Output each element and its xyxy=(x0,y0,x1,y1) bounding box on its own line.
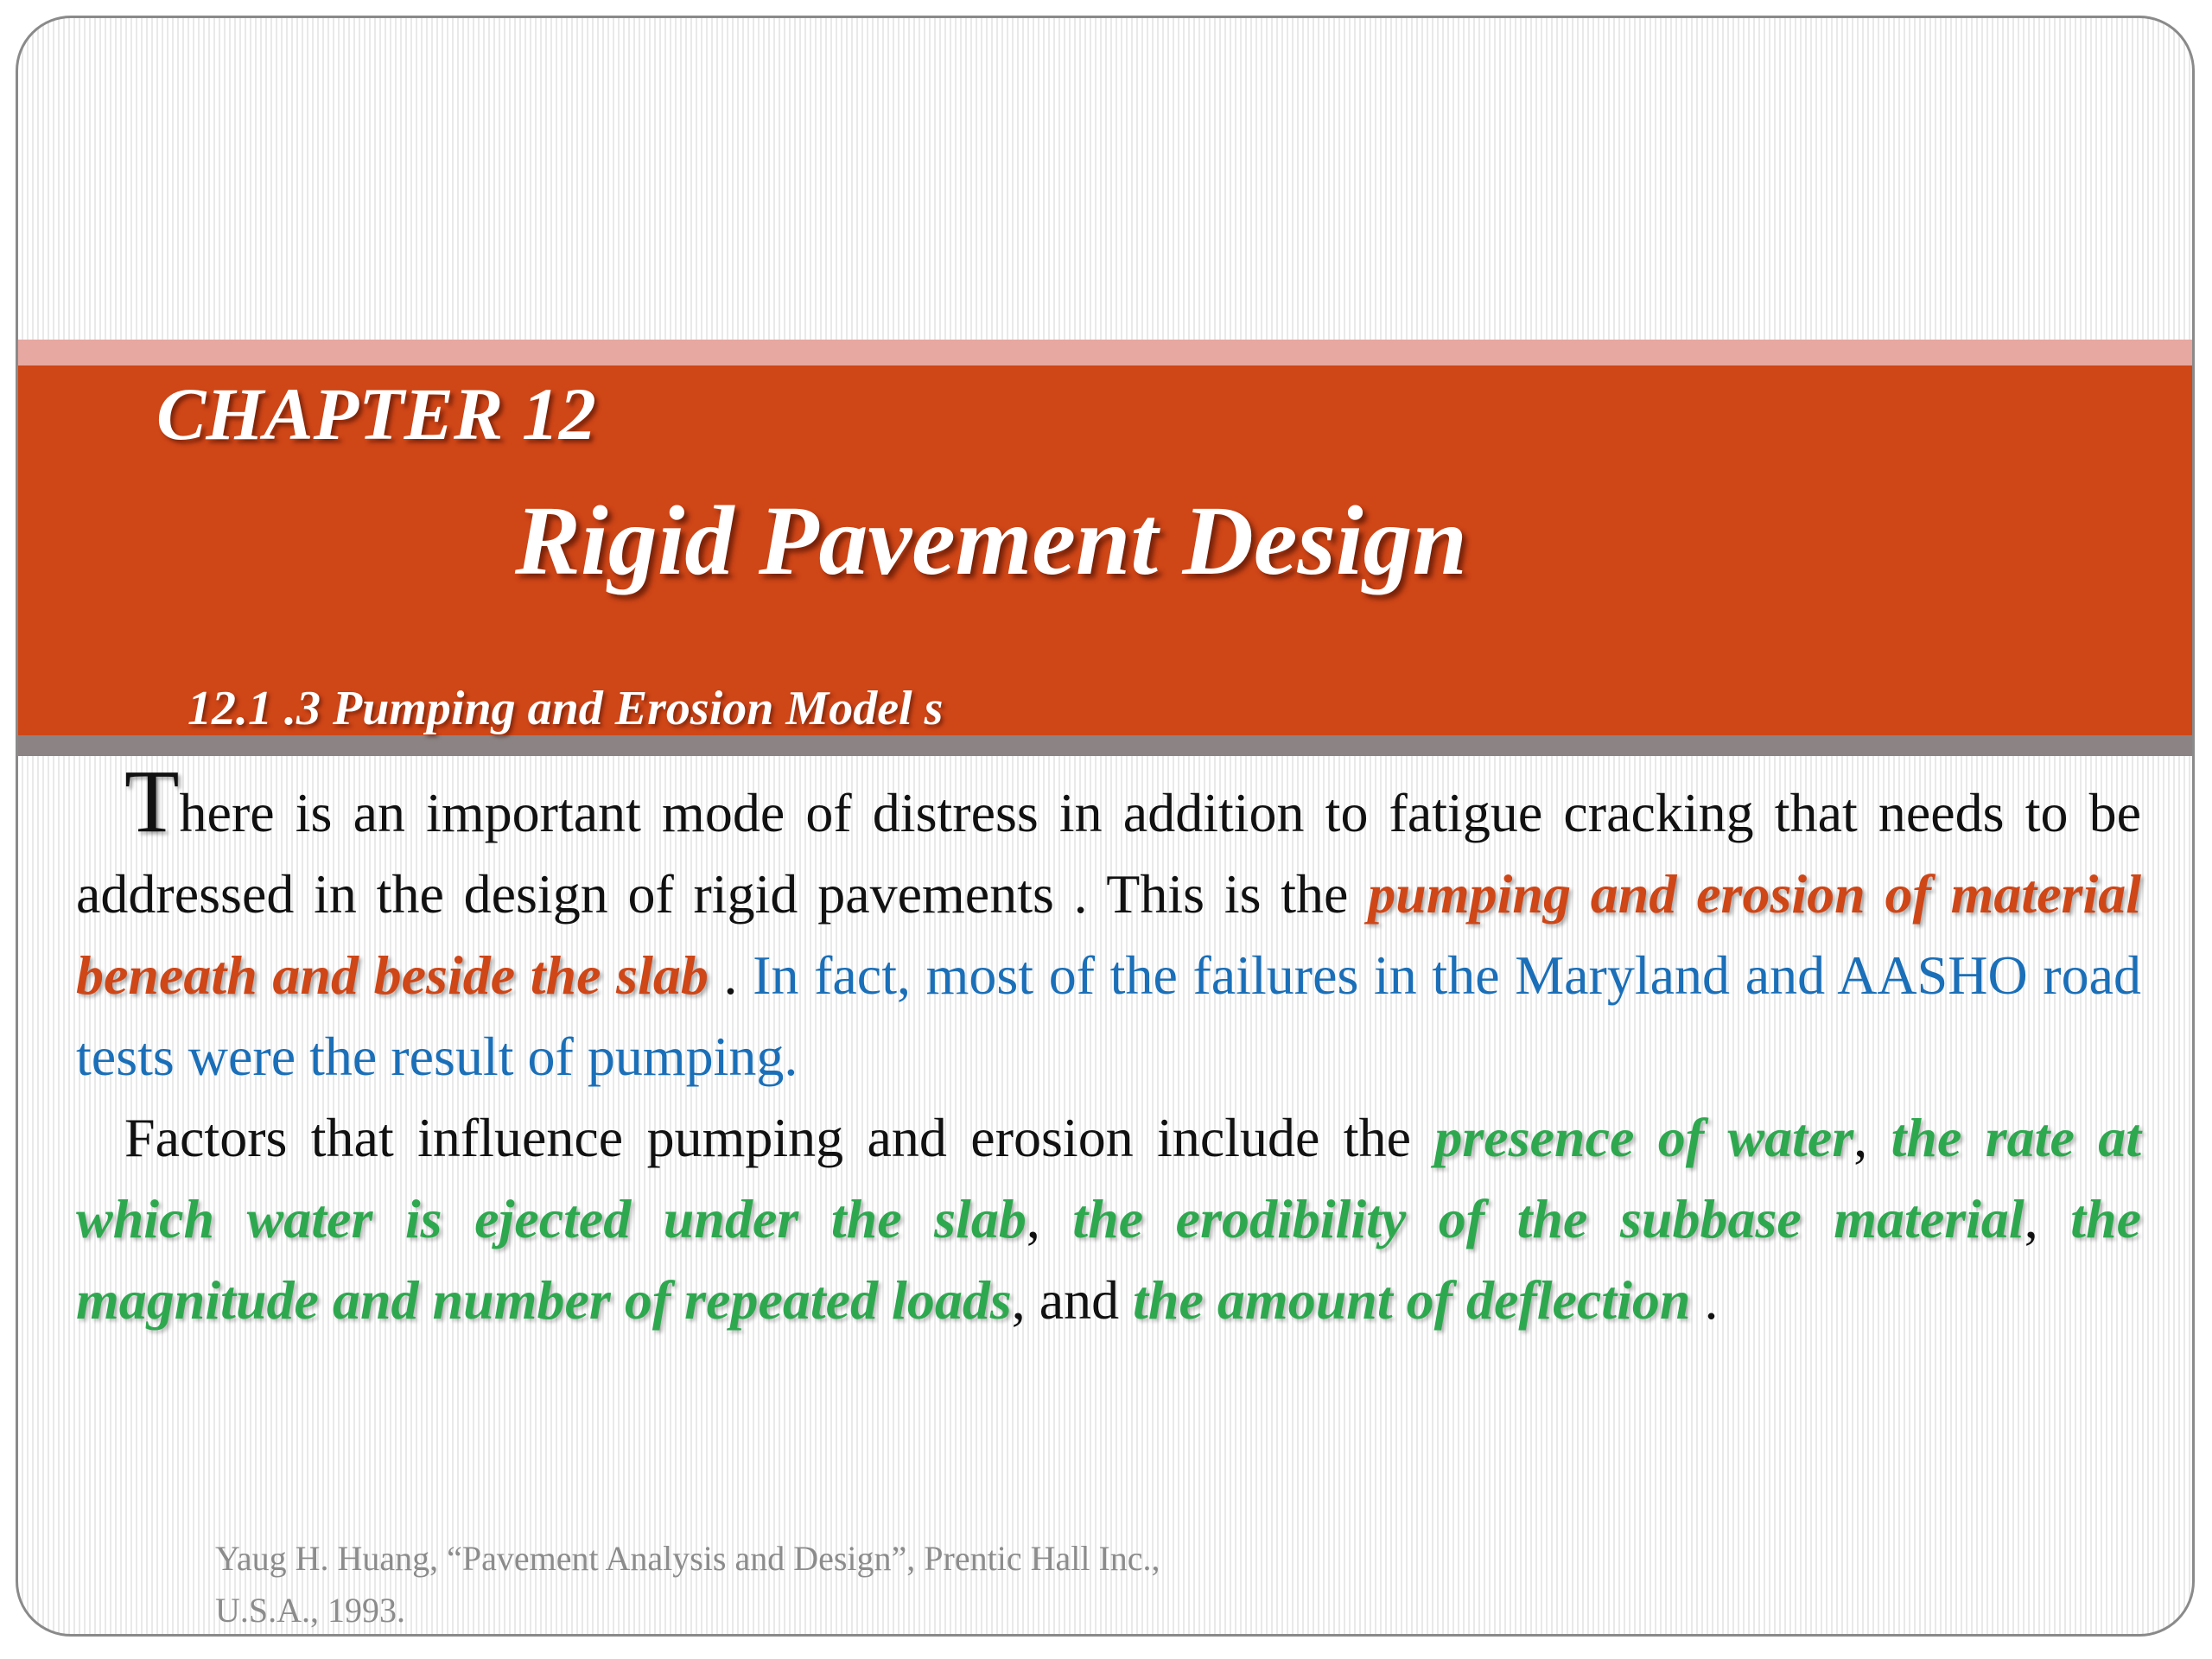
pumping-emphasis: pumping and erosion of material beneath and beside the slab xyxy=(76,863,2142,1006)
section-heading: 12.1 .3 Pumping and Erosion Model s xyxy=(188,682,944,735)
separator: , xyxy=(1026,1188,1073,1249)
road-tests-highlight: In fact, most of the failures in the Maryland and AASHO road tests were the result of pumping. xyxy=(76,944,2142,1087)
paragraph-distress xyxy=(76,752,2142,1097)
separator: , xyxy=(2024,1188,2071,1249)
factor-repeated-loads: the magnitude and number of repeated loads xyxy=(76,1188,2142,1331)
reference-citation xyxy=(215,1533,1160,1637)
title-band-top-stripe xyxy=(18,340,2192,365)
paragraph-factors xyxy=(76,1097,2141,1341)
separator: , and xyxy=(1011,1269,1134,1331)
slide xyxy=(16,16,2195,1637)
separator: , xyxy=(1853,1107,1891,1168)
reference-line-2: U.S.A., 1993. xyxy=(215,1591,406,1630)
slide-title: Rigid Pavement Design xyxy=(515,486,1467,595)
factor-deflection: the amount of deflection xyxy=(1133,1269,1691,1331)
slide-body xyxy=(76,752,2142,1341)
chapter-label: CHAPTER 12 xyxy=(156,372,596,455)
paragraph-text: . xyxy=(708,944,753,1006)
paragraph-end: . xyxy=(1690,1269,1719,1331)
drop-cap: T xyxy=(124,752,180,851)
factor-erodibility: the erodibility of the subbase material xyxy=(1072,1188,2024,1249)
factor-ejection-rate: the rate at which water is ejected under the slab xyxy=(76,1107,2142,1249)
factor-water: presence of water xyxy=(1434,1107,1854,1168)
reference-line-1: Yaug H. Huang, “Pavement Analysis and Design”, Prentic Hall Inc., xyxy=(215,1539,1160,1578)
paragraph-text: Factors that influence pumping and erosion include the xyxy=(124,1107,1435,1168)
paragraph-text: here is an important mode of distress in addition to fatigue cracking that needs to be addressed in the design of rigid pavements . This is the xyxy=(76,782,2141,925)
